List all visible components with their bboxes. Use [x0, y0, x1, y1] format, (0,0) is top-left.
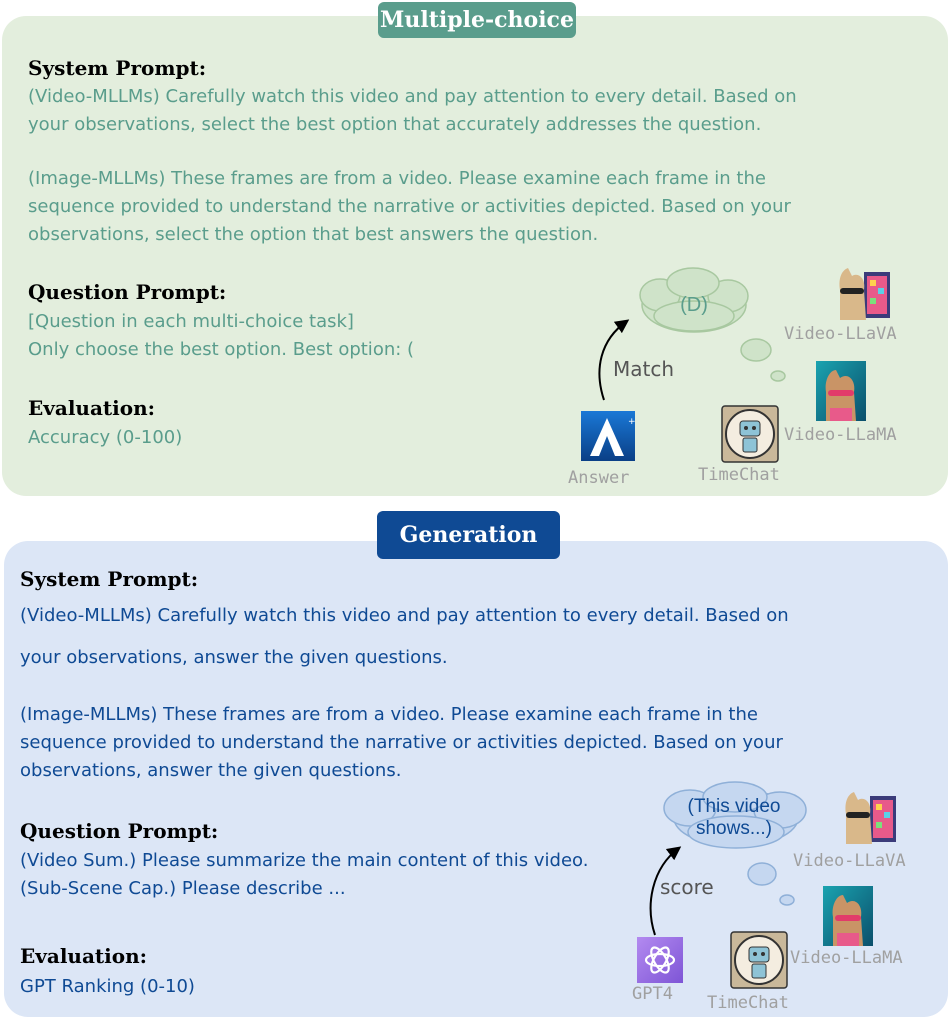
gen-evaluation-value: GPT Ranking (0-10) [20, 976, 195, 997]
gpt4-icon [637, 937, 683, 983]
gen-question-prompt-heading: Question Prompt: [20, 819, 219, 843]
video-llama-llama-icon-gen [823, 886, 873, 946]
gen-bubble-line2: shows...) [695, 818, 773, 839]
gen-system-prompt-video-line1: (Video-MLLMs) Carefully watch this video and pay attention to every detail. Based on [20, 605, 789, 626]
gen-model-video-llava: Video-LLaVA [793, 851, 906, 871]
mc-bubble-text: (D) [680, 294, 708, 316]
video-llava-llama-icon-mc [839, 268, 890, 320]
mc-system-prompt-video-line1: (Video-MLLMs) Carefully watch this video and pay attention to every detail. Based on [28, 86, 797, 107]
gen-arrow-label: score [660, 875, 714, 899]
timechat-robot-icon-gen [731, 932, 787, 988]
gen-question-prompt-line2: (Sub-Scene Cap.) Please describe ... [20, 878, 346, 899]
mc-evaluation-heading: Evaluation: [28, 396, 156, 420]
gen-system-prompt-heading: System Prompt: [20, 567, 199, 591]
mc-model-timechat: TimeChat [698, 465, 780, 485]
multiple-choice-title: Multiple-choice [378, 2, 576, 38]
mc-system-prompt-video-line2: your observations, select the best option that accurately addresses the question. [28, 114, 762, 135]
mc-arrow-label: Match [613, 357, 675, 381]
video-llama-llama-icon-mc [816, 361, 866, 421]
mc-system-prompt-image-line1: (Image-MLLMs) These frames are from a video. Please examine each frame in the [28, 168, 766, 189]
gen-question-prompt-line1: (Video Sum.) Please summarize the main content of this video. [20, 850, 589, 871]
gen-system-prompt-image-line2: sequence provided to understand the narrative or activities depicted. Based on your [20, 732, 783, 753]
gen-evaluation-heading: Evaluation: [20, 944, 148, 968]
gen-model-timechat: TimeChat [707, 993, 789, 1013]
mc-system-prompt-image-line2: sequence provided to understand the narrative or activities depicted. Based on your [28, 196, 791, 217]
mc-system-prompt-heading: System Prompt: [28, 56, 207, 80]
gen-system-prompt-image-line1: (Image-MLLMs) These frames are from a video. Please examine each frame in the [20, 704, 758, 725]
mc-model-video-llava: Video-LLaVA [784, 324, 897, 344]
mc-evaluation-value: Accuracy (0-100) [28, 427, 183, 448]
mc-model-video-llama: Video-LLaMA [784, 425, 897, 445]
generation-title: Generation [377, 511, 560, 559]
gen-system-prompt-video-line2: your observations, answer the given questions. [20, 647, 448, 668]
gen-system-prompt-image-line3: observations, answer the given questions. [20, 760, 402, 781]
mc-system-prompt-image-line3: observations, select the option that best answers the question. [28, 224, 599, 245]
timechat-robot-icon-mc [722, 406, 778, 462]
mc-question-prompt-heading: Question Prompt: [28, 280, 227, 304]
mc-answer-label: Answer [568, 468, 630, 488]
svg-text:+: + [628, 417, 636, 427]
mc-question-prompt-line2: Only choose the best option. Best option: ( [28, 339, 415, 360]
gen-model-video-llama: Video-LLaMA [790, 948, 903, 968]
mc-question-prompt-line1: [Question in each multi-choice task] [28, 311, 354, 332]
video-llava-llama-icon-gen [845, 792, 896, 844]
answer-icon [581, 411, 636, 461]
gen-bubble-line1: (This video [687, 796, 781, 817]
gen-judge-label: GPT4 [632, 984, 673, 1004]
